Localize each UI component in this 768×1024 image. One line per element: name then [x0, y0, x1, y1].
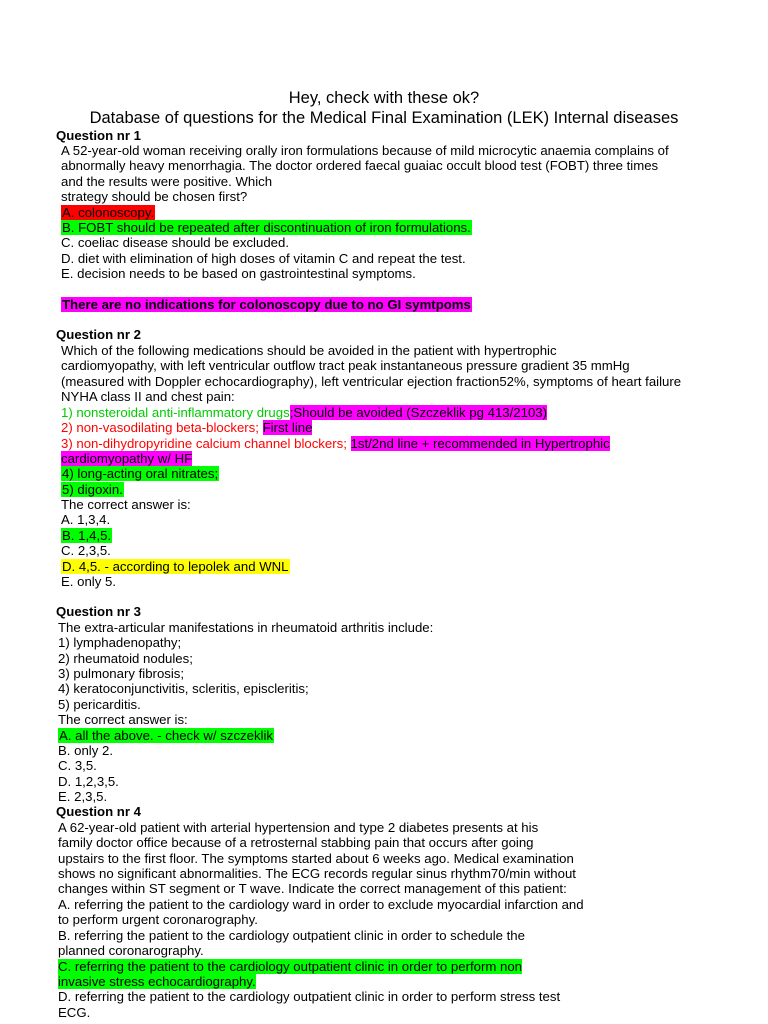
question-4-option-d: D. referring the patient to the cardiology outpatient clinic in order to perform stress test	[58, 989, 561, 1004]
document-title: Hey, check with these ok?	[288, 89, 480, 107]
question-1-stem-line: abnormally heavy menorrhagia. The doctor ordered faecal guaiac occult blood test (FOBT) three times	[61, 158, 659, 173]
question-2-option-a: A. 1,3,4.	[61, 512, 111, 527]
question-1-note	[61, 297, 472, 312]
question-3-option-c: C. 3,5.	[58, 758, 97, 773]
question-4-option-c-continued	[58, 974, 256, 989]
question-2-stem-line: cardiomyopathy, with left ventricular outflow tract peak instantaneous pressure gradient 35 mmHg	[61, 358, 630, 373]
question-4-option-a: A. referring the patient to the cardiology ward in order to exclude myocardial infarction and	[58, 897, 584, 912]
question-4-stem-line: family doctor office because of a retrosternal stabbing pain that occurs after going	[58, 835, 534, 850]
question-3-prompt: The correct answer is:	[58, 712, 188, 727]
highlight-green: B. FOBT should be repeated after discontinuation of iron formulations.	[62, 220, 471, 235]
question-4-option-b: B. referring the patient to the cardiology outpatient clinic in order to schedule the	[58, 928, 525, 943]
question-3-item-5: 5) pericarditis.	[58, 697, 141, 712]
highlight-green: invasive stress echocardiography.	[58, 974, 256, 989]
question-1-stem-line: A 52-year-old woman receiving orally iron formulations because of mild microcytic anaemia complains of	[61, 143, 669, 158]
question-2-item-3	[61, 436, 610, 451]
question-1-heading: Question nr 1	[56, 128, 141, 143]
highlight-green: C. referring the patient to the cardiology outpatient clinic in order to perform non	[58, 959, 523, 974]
question-3-option-a	[58, 728, 274, 743]
question-3-item-2: 2) rheumatoid nodules;	[58, 651, 193, 666]
question-2-stem-line: NYHA class II and chest pain:	[61, 389, 235, 404]
question-2-option-c: C. 2,3,5.	[61, 543, 111, 558]
question-1-option-d: D. diet with elimination of high doses of vitamin C and repeat the test.	[61, 251, 466, 266]
question-3-option-d: D. 1,2,3,5.	[58, 774, 119, 789]
question-1-option-e: E. decision needs to be based on gastrointestinal symptoms.	[61, 266, 416, 281]
question-2-option-b	[61, 528, 112, 543]
highlight-green: 5) digoxin.	[62, 482, 123, 497]
question-3-item-1: 1) lymphadenopathy;	[58, 635, 182, 650]
question-2-stem-line: Which of the following medications should be avoided in the patient with hypertrophic	[61, 343, 557, 358]
highlight-red: A. colonoscopy.	[62, 205, 155, 220]
question-2-item-5	[61, 482, 124, 497]
question-1-option-a	[61, 205, 155, 220]
question-4-stem-line: upstairs to the first floor. The symptoms started about 6 weeks ago. Medical examination	[58, 851, 574, 866]
question-1-option-b	[61, 220, 472, 235]
item-text-red: 3) non-dihydropyridine calcium channel blockers;	[61, 436, 351, 451]
document-subtitle: Database of questions for the Medical Final Examination (LEK) Internal diseases	[89, 109, 679, 127]
question-4-stem-line: shows no significant abnormalities. The ECG records regular sinus rhythm70/min without	[58, 866, 576, 881]
question-3-item-3: 3) pulmonary fibrosis;	[58, 666, 185, 681]
item-text-red: 2) non-vasodilating beta-blockers;	[61, 420, 263, 435]
highlight-green: 4) long-acting oral nitrates;	[62, 466, 219, 481]
question-1-stem-line: and the results were positive. Which	[61, 174, 273, 189]
question-4-stem-line: changes within ST segment or T wave. Indicate the correct management of this patient:	[58, 881, 567, 896]
highlight-magenta: There are no indications for colonoscopy due to no GI symtpoms	[62, 297, 471, 312]
question-4-option-c	[58, 959, 522, 974]
item-text-green: 1) nonsteroidal anti-inflammatory drugs	[61, 405, 290, 420]
question-2-option-e: E. only 5.	[61, 574, 116, 589]
question-3-item-4: 4) keratoconjunctivitis, scleritis, episcleritis;	[58, 681, 309, 696]
question-1-stem-line: strategy should be chosen first?	[61, 189, 248, 204]
question-2-item-1	[61, 405, 547, 420]
question-4-option-a-continued: to perform urgent coronarography.	[58, 912, 258, 927]
highlight-magenta: ;Should be avoided (Szczeklik pg 413/2103)	[289, 405, 548, 420]
question-4-heading: Question nr 4	[56, 804, 141, 819]
question-3-stem-line: The extra-articular manifestations in rheumatoid arthritis include:	[58, 620, 434, 635]
highlight-magenta: First line	[262, 420, 313, 435]
highlight-green: B. 1,4,5.	[62, 528, 112, 543]
highlight-magenta: 1st/2nd line + recommended in Hypertrophic	[350, 436, 610, 451]
highlight-green: A. all the above. - check w/ szczeklik	[59, 728, 274, 743]
question-1-option-c: C. coeliac disease should be excluded.	[61, 235, 289, 250]
highlight-yellow: D. 4,5. - according to lepolek and WNL	[62, 559, 289, 574]
question-4-option-d-continued: ECG.	[58, 1005, 91, 1020]
question-2-heading: Question nr 2	[56, 327, 141, 342]
question-2-item-4	[61, 466, 219, 481]
question-2-item-3-continued	[61, 451, 192, 466]
question-3-option-b: B. only 2.	[58, 743, 113, 758]
question-2-prompt: The correct answer is:	[61, 497, 191, 512]
question-3-option-e: E. 2,3,5.	[58, 789, 108, 804]
question-3-heading: Question nr 3	[56, 604, 141, 619]
highlight-magenta: cardiomyopathy w/ HF	[61, 451, 193, 466]
question-2-option-d	[61, 559, 290, 574]
question-2-stem-line: (measured with Doppler echocardiography), left ventricular ejection fraction52%, symptoms of heart failure	[61, 374, 682, 389]
question-4-stem-line: A 62-year-old patient with arterial hypertension and type 2 diabetes presents at his	[58, 820, 539, 835]
question-4-option-b-continued: planned coronarography.	[58, 943, 204, 958]
question-2-item-2	[61, 420, 312, 435]
